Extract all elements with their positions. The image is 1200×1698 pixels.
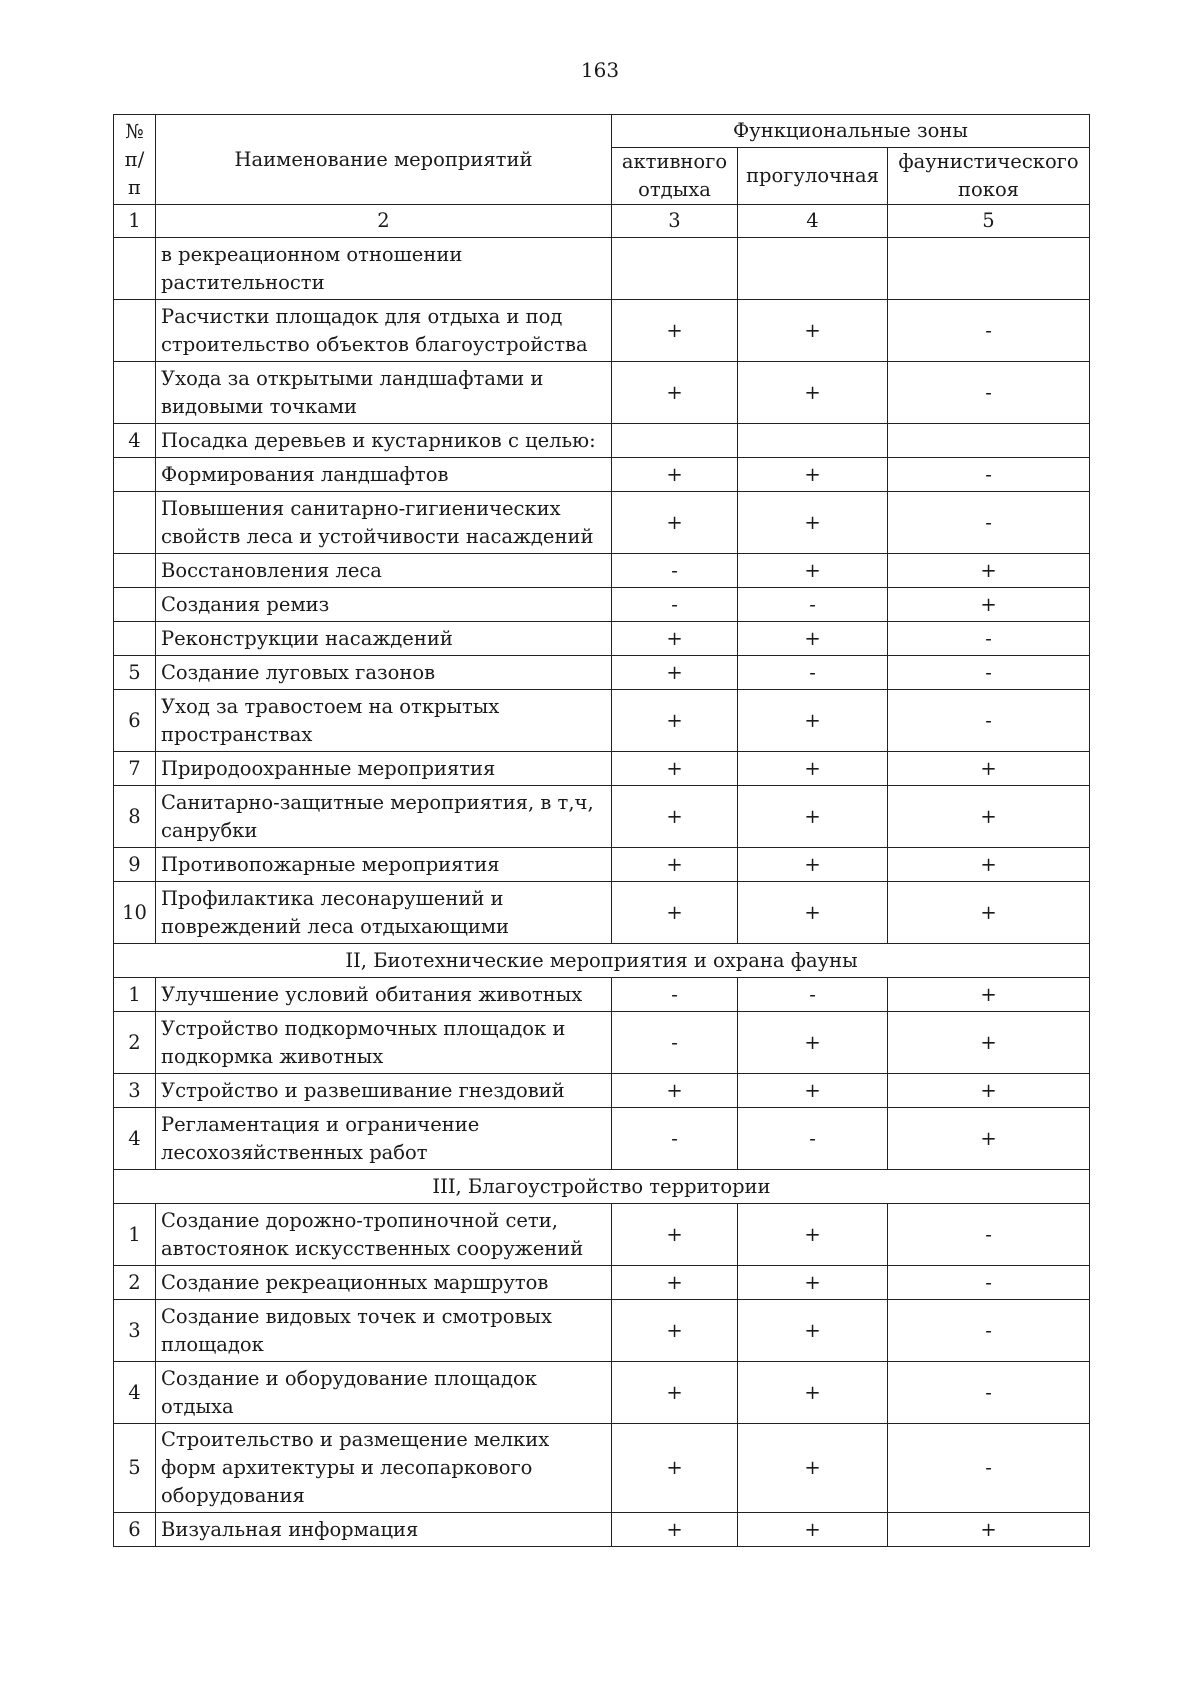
mark-walking-zone: + [738, 786, 888, 848]
mark-active-zone: + [612, 1074, 738, 1108]
mark-walking-zone: - [738, 656, 888, 690]
mark-fauna-zone: - [888, 656, 1090, 690]
measure-name: Создание видовых точек и смотровых площадок [156, 1300, 612, 1362]
table-row [114, 300, 1090, 362]
measure-name: Строительство и размещение мелких форм архитектуры и лесопаркового оборудования [156, 1424, 612, 1513]
row-number [114, 238, 156, 300]
mark-active-zone: - [612, 588, 738, 622]
table-row [114, 786, 1090, 848]
measure-name: Устройство и развешивание гнездовий [156, 1074, 612, 1108]
header-name: Наименование мероприятий [156, 115, 612, 205]
mark-active-zone: + [612, 362, 738, 424]
row-number [114, 300, 156, 362]
mark-active-zone: - [612, 1012, 738, 1074]
mark-fauna-zone: - [888, 622, 1090, 656]
table-row [114, 588, 1090, 622]
mark-active-zone: + [612, 1300, 738, 1362]
mark-fauna-zone: + [888, 848, 1090, 882]
mark-walking-zone: + [738, 1266, 888, 1300]
measure-name: Повышения санитарно-гигиенических свойств леса и устойчивости насаждений [156, 492, 612, 554]
table-row [114, 492, 1090, 554]
table-row [114, 362, 1090, 424]
row-number: 5 [114, 656, 156, 690]
mark-active-zone: - [612, 1108, 738, 1170]
measure-name: Уход за травостоем на открытых пространствах [156, 690, 612, 752]
column-number: 1 [114, 205, 156, 238]
table-row [114, 1300, 1090, 1362]
mark-walking-zone: + [738, 1012, 888, 1074]
mark-walking-zone: - [738, 1108, 888, 1170]
table-row [114, 848, 1090, 882]
column-number: 3 [612, 205, 738, 238]
mark-fauna-zone: - [888, 1424, 1090, 1513]
mark-fauna-zone: - [888, 492, 1090, 554]
table-row [114, 1108, 1090, 1170]
row-number [114, 588, 156, 622]
column-number: 5 [888, 205, 1090, 238]
column-numbers-row [114, 205, 1090, 238]
mark-walking-zone: - [738, 978, 888, 1012]
row-number: 4 [114, 1108, 156, 1170]
mark-active-zone [612, 238, 738, 300]
measure-name: Создания ремиз [156, 588, 612, 622]
mark-walking-zone: + [738, 458, 888, 492]
header-zone-walking: прогулочная [738, 148, 888, 205]
section-row [114, 1170, 1090, 1204]
measure-name: Создание луговых газонов [156, 656, 612, 690]
row-number: 1 [114, 978, 156, 1012]
page-number: 163 [580, 58, 620, 82]
mark-active-zone: - [612, 978, 738, 1012]
table-row [114, 1424, 1090, 1513]
mark-active-zone: + [612, 882, 738, 944]
mark-walking-zone: - [738, 588, 888, 622]
mark-walking-zone: + [738, 1513, 888, 1547]
mark-walking-zone: + [738, 1204, 888, 1266]
mark-walking-zone: + [738, 554, 888, 588]
mark-active-zone: + [612, 300, 738, 362]
table-row [114, 656, 1090, 690]
measure-name: Создание дорожно-тропиночной сети, автостоянок искусственных сооружений [156, 1204, 612, 1266]
mark-fauna-zone: + [888, 1012, 1090, 1074]
mark-walking-zone [738, 238, 888, 300]
mark-active-zone: + [612, 492, 738, 554]
mark-active-zone: + [612, 1424, 738, 1513]
mark-fauna-zone: - [888, 690, 1090, 752]
mark-fauna-zone: - [888, 458, 1090, 492]
mark-walking-zone: + [738, 1074, 888, 1108]
row-number [114, 362, 156, 424]
mark-walking-zone: + [738, 300, 888, 362]
table-header [114, 115, 1090, 238]
table-body [114, 238, 1090, 1547]
measure-name: Восстановления леса [156, 554, 612, 588]
mark-walking-zone: + [738, 1362, 888, 1424]
row-number: 2 [114, 1012, 156, 1074]
mark-fauna-zone: + [888, 978, 1090, 1012]
measure-name: в рекреационном отношении растительности [156, 238, 612, 300]
column-number: 4 [738, 205, 888, 238]
measure-name: Формирования ландшафтов [156, 458, 612, 492]
row-number: 5 [114, 1424, 156, 1513]
mark-walking-zone: + [738, 1424, 888, 1513]
mark-walking-zone [738, 424, 888, 458]
row-number: 7 [114, 752, 156, 786]
row-number: 4 [114, 424, 156, 458]
measure-name: Визуальная информация [156, 1513, 612, 1547]
measure-name: Регламентация и ограничение лесохозяйственных работ [156, 1108, 612, 1170]
mark-active-zone: + [612, 1266, 738, 1300]
mark-fauna-zone: - [888, 1300, 1090, 1362]
mark-fauna-zone: + [888, 786, 1090, 848]
table-row [114, 554, 1090, 588]
mark-fauna-zone: + [888, 882, 1090, 944]
measure-name: Расчистки площадок для отдыха и под строительство объектов благоустройства [156, 300, 612, 362]
mark-active-zone [612, 424, 738, 458]
measure-name: Улучшение условий обитания животных [156, 978, 612, 1012]
mark-fauna-zone [888, 424, 1090, 458]
mark-walking-zone: + [738, 362, 888, 424]
row-number: 3 [114, 1074, 156, 1108]
mark-active-zone: + [612, 1204, 738, 1266]
mark-active-zone: + [612, 752, 738, 786]
measure-name: Создание рекреационных маршрутов [156, 1266, 612, 1300]
section-row [114, 944, 1090, 978]
table-row [114, 1362, 1090, 1424]
mark-active-zone: + [612, 656, 738, 690]
measure-name: Создание и оборудование площадок отдыха [156, 1362, 612, 1424]
mark-active-zone: - [612, 554, 738, 588]
mark-fauna-zone: + [888, 554, 1090, 588]
mark-active-zone: + [612, 786, 738, 848]
table-row [114, 424, 1090, 458]
row-number: 1 [114, 1204, 156, 1266]
row-number: 3 [114, 1300, 156, 1362]
mark-fauna-zone: - [888, 362, 1090, 424]
mark-walking-zone: + [738, 848, 888, 882]
column-number: 2 [156, 205, 612, 238]
table-row [114, 978, 1090, 1012]
table-row [114, 690, 1090, 752]
section-title: III, Благоустройство территории [114, 1170, 1090, 1204]
table-row [114, 458, 1090, 492]
measure-name: Природоохранные мероприятия [156, 752, 612, 786]
table-row [114, 1204, 1090, 1266]
row-number [114, 458, 156, 492]
measure-name: Реконструкции насаждений [156, 622, 612, 656]
row-number: 6 [114, 1513, 156, 1547]
measures-table [113, 114, 1090, 1547]
mark-active-zone: + [612, 458, 738, 492]
row-number: 4 [114, 1362, 156, 1424]
mark-active-zone: + [612, 848, 738, 882]
mark-fauna-zone [888, 238, 1090, 300]
section-title: II, Биотехнические мероприятия и охрана фауны [114, 944, 1090, 978]
mark-walking-zone: + [738, 622, 888, 656]
mark-fauna-zone: + [888, 752, 1090, 786]
table-row [114, 752, 1090, 786]
mark-active-zone: + [612, 690, 738, 752]
row-number: 10 [114, 882, 156, 944]
mark-fauna-zone: + [888, 588, 1090, 622]
header-zone-fauna: фаунистического покоя [888, 148, 1090, 205]
table-row [114, 238, 1090, 300]
mark-active-zone: + [612, 1362, 738, 1424]
mark-fauna-zone: - [888, 300, 1090, 362]
table-row [114, 622, 1090, 656]
table-row [114, 1266, 1090, 1300]
mark-fauna-zone: - [888, 1266, 1090, 1300]
mark-fauna-zone: + [888, 1108, 1090, 1170]
mark-fauna-zone: - [888, 1204, 1090, 1266]
table-row [114, 882, 1090, 944]
measure-name: Ухода за открытыми ландшафтами и видовыми точками [156, 362, 612, 424]
header-zone-active: активного отдыха [612, 148, 738, 205]
row-number [114, 492, 156, 554]
mark-walking-zone: + [738, 492, 888, 554]
mark-walking-zone: + [738, 882, 888, 944]
mark-active-zone: + [612, 622, 738, 656]
table-row [114, 1513, 1090, 1547]
mark-walking-zone: + [738, 752, 888, 786]
row-number: 2 [114, 1266, 156, 1300]
row-number: 6 [114, 690, 156, 752]
row-number: 8 [114, 786, 156, 848]
row-number [114, 622, 156, 656]
measure-name: Санитарно-защитные мероприятия, в т,ч, санрубки [156, 786, 612, 848]
table-row [114, 1012, 1090, 1074]
measure-name: Устройство подкормочных площадок и подкормка животных [156, 1012, 612, 1074]
mark-walking-zone: + [738, 1300, 888, 1362]
mark-fauna-zone: - [888, 1362, 1090, 1424]
measure-name: Посадка деревьев и кустарников с целью: [156, 424, 612, 458]
mark-active-zone: + [612, 1513, 738, 1547]
measure-name: Профилактика лесонарушений и повреждений леса отдыхающими [156, 882, 612, 944]
row-number: 9 [114, 848, 156, 882]
mark-walking-zone: + [738, 690, 888, 752]
header-zones: Функциональные зоны [612, 115, 1090, 148]
mark-fauna-zone: + [888, 1513, 1090, 1547]
header-num: № п/п [114, 115, 156, 205]
table-row [114, 1074, 1090, 1108]
row-number [114, 554, 156, 588]
measure-name: Противопожарные мероприятия [156, 848, 612, 882]
mark-fauna-zone: + [888, 1074, 1090, 1108]
